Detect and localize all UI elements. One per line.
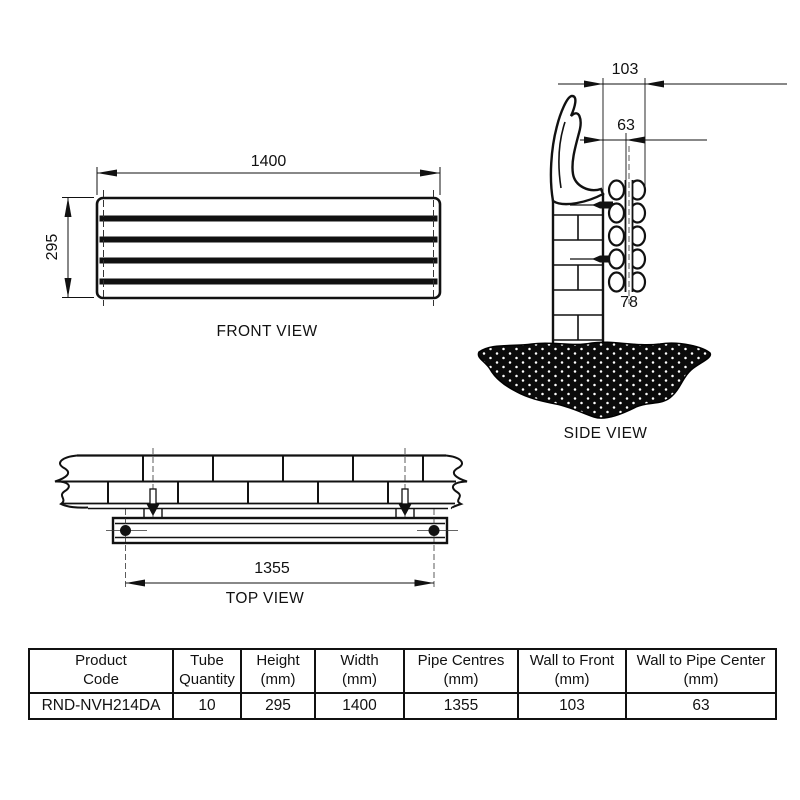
front-width-dim-label: 1400 — [250, 153, 287, 170]
side-wall-to-front-dim-label: 103 — [611, 61, 639, 78]
top-pipe-centres-dim-label: 1355 — [254, 560, 290, 577]
side-tube-section — [609, 146, 645, 304]
front-height-dimension — [62, 198, 94, 298]
spec-table — [28, 648, 777, 720]
front-radiator-body — [97, 190, 440, 306]
side-bracket-pins — [570, 202, 613, 263]
side-wall-to-pipe-center-dim-label: 63 — [617, 117, 635, 134]
spec-header-wall-to-pipe-center: Wall to Pipe Center (mm) — [626, 649, 776, 693]
spec-header-width: Width (mm) — [315, 649, 404, 693]
spec-table-header-row — [29, 649, 776, 693]
ground-hatch — [478, 342, 710, 418]
front-view-drawing — [62, 167, 440, 306]
spec-value-pipe-centres: 1355 — [404, 693, 518, 719]
side-dimensions — [558, 78, 787, 198]
spec-header-tube-quantity: Tube Quantity — [173, 649, 241, 693]
top-brackets — [144, 448, 414, 522]
front-width-dimension — [97, 167, 440, 195]
spec-value-product-code: RND-NVH214DA — [29, 693, 173, 719]
spec-value-tube-quantity: 10 — [173, 693, 241, 719]
pipe-connection-left — [120, 525, 131, 536]
spec-table-value-row — [29, 693, 776, 719]
side-wall-section — [551, 96, 603, 344]
spec-value-wall-to-front: 103 — [518, 693, 626, 719]
spec-header-height: Height (mm) — [241, 649, 315, 693]
pipe-connection-right — [429, 525, 440, 536]
spec-value-height: 295 — [241, 693, 315, 719]
front-height-dim-label: 295 — [44, 233, 61, 261]
spec-value-width: 1400 — [315, 693, 404, 719]
spec-value-wall-to-pipe-center: 63 — [626, 693, 776, 719]
top-pipe-centres-dimension — [126, 580, 435, 587]
side-pipe-depth-dim-label: 78 — [620, 294, 638, 311]
side-view-title: SIDE VIEW — [563, 425, 648, 442]
spec-header-product-code: Product Code — [29, 649, 173, 693]
front-view-title: FRONT VIEW — [216, 323, 318, 340]
spec-header-wall-to-front: Wall to Front (mm) — [518, 649, 626, 693]
top-radiator-body — [106, 509, 458, 590]
spec-header-pipe-centres: Pipe Centres (mm) — [404, 649, 518, 693]
top-view-title: TOP VIEW — [225, 590, 305, 607]
